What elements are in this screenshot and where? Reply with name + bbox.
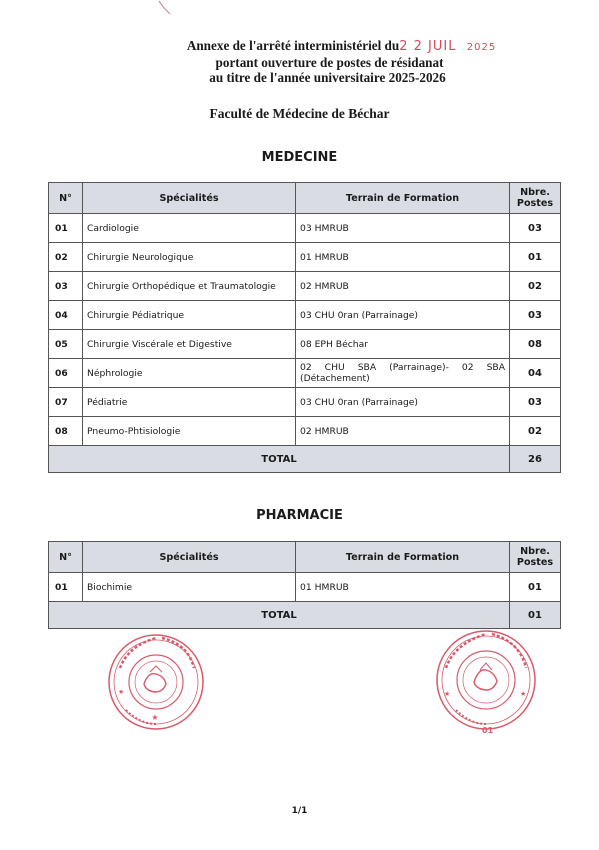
table-row [49,417,561,446]
row-specialty: Chirurgie Neurologique [83,243,296,272]
row-terrain: 02 CHU SBA (Parrainage)- 02 SBA (Détachement) [296,359,510,388]
row-terrain: 02 HMRUB [296,417,510,446]
row-specialty: Biochimie [83,573,296,602]
row-number: 04 [49,301,83,330]
svg-text:★: ★ [520,691,527,698]
svg-text:★: ★ [444,691,451,698]
column-header-specialty: Spécialités [83,542,296,573]
medecine-rows [49,214,561,446]
row-specialty: Pneumo-Phtisiologie [83,417,296,446]
row-count: 02 [510,417,561,446]
svg-text:★: ★ [118,689,125,696]
pharmacie-table [48,541,561,629]
row-count: 04 [510,359,561,388]
row-number: 06 [49,359,83,388]
official-seal-icon [106,632,206,732]
total-value: 01 [510,602,561,629]
section-title-pharmacie: PHARMACIE [256,508,343,523]
row-specialty: Cardiologie [83,214,296,243]
row-count: 03 [510,388,561,417]
medecine-total-row [49,446,561,473]
pharmacie-rows [49,573,561,602]
table-row [49,301,561,330]
row-number: 08 [49,417,83,446]
svg-text:★: ★ [151,713,159,722]
row-specialty: Pédiatrie [83,388,296,417]
pen-mark-icon [158,0,172,16]
row-number: 01 [49,214,83,243]
row-number: 01 [49,573,83,602]
column-header-terrain: Terrain de Formation [296,183,510,214]
official-seal-icon [434,628,538,732]
row-count: 01 [510,573,561,602]
table-header-row [49,542,561,573]
column-header-specialty: Spécialités [83,183,296,214]
page-number: 1/1 [291,806,308,816]
column-header-count: Nbre. Postes [510,183,561,214]
table-row [49,573,561,602]
row-number: 05 [49,330,83,359]
table-row [49,243,561,272]
table-row [49,272,561,301]
column-header-no: N° [49,542,83,573]
table-header-row [49,183,561,214]
row-number: 07 [49,388,83,417]
row-specialty: Chirurgie Pédiatrique [83,301,296,330]
row-terrain: 01 HMRUB [296,243,510,272]
row-terrain: 08 EPH Béchar [296,330,510,359]
table-row [49,214,561,243]
row-specialty: Chirurgie Viscérale et Digestive [83,330,296,359]
medecine-table [48,182,561,473]
column-header-count: Nbre. Postes [510,542,561,573]
header-line-1: Annexe de l'arrêté interministériel du2 2 JUIL 2025 [186,38,497,54]
table-row [49,388,561,417]
total-label: TOTAL [49,602,510,629]
total-label: TOTAL [49,446,510,473]
row-number: 03 [49,272,83,301]
row-count: 03 [510,301,561,330]
seal-number: 01 [482,726,494,735]
row-number: 02 [49,243,83,272]
row-terrain: 03 CHU 0ran (Parrainage) [296,388,510,417]
date-stamp: 2 2 JUIL 2025 [399,39,497,54]
column-header-terrain: Terrain de Formation [296,542,510,573]
row-specialty: Chirurgie Orthopédique et Traumatologie [83,272,296,301]
section-title-medecine: MEDECINE [261,150,338,165]
pharmacie-total-row [49,602,561,629]
header-line-3: au titre de l'année universitaire 2025-2026 [209,70,446,85]
row-count: 01 [510,243,561,272]
column-header-no: N° [49,183,83,214]
row-count: 02 [510,272,561,301]
row-terrain: 02 HMRUB [296,272,510,301]
row-count: 08 [510,330,561,359]
row-specialty: Néphrologie [83,359,296,388]
document-header [0,38,599,85]
total-value: 26 [510,446,561,473]
row-count: 03 [510,214,561,243]
table-row [49,359,561,388]
row-terrain: 01 HMRUB [296,573,510,602]
table-row [49,330,561,359]
faculty-title: Faculté de Médecine de Béchar [209,106,390,121]
row-terrain: 03 CHU 0ran (Parrainage) [296,301,510,330]
header-line-2: portant ouverture de postes de résidanat [215,55,444,70]
row-terrain: 03 HMRUB [296,214,510,243]
